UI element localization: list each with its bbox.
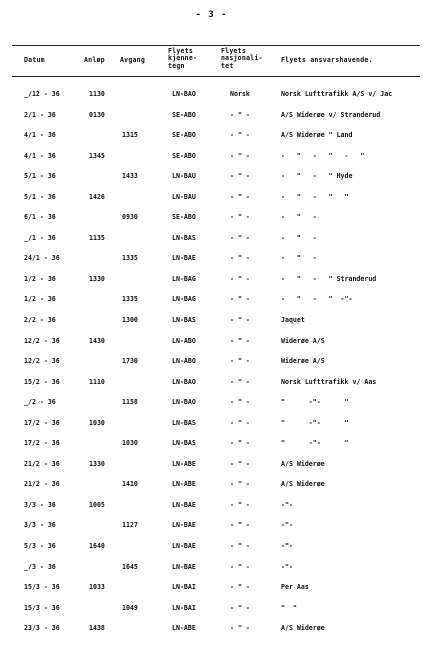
row-responsible-party: " -"- " — [281, 398, 349, 407]
row-aircraft-registration: LN-BAE — [172, 500, 196, 509]
row-date: 17/2 - 36 — [24, 418, 60, 427]
row-date: 5/3 - 36 — [24, 542, 56, 551]
row-nationality: - " - — [230, 274, 250, 283]
row-arrival-time: 1426 — [89, 192, 105, 201]
row-nationality: - " - — [230, 398, 250, 407]
row-aircraft-registration: LN-BAU — [172, 172, 196, 181]
header-datum: Datum — [24, 56, 45, 64]
row-aircraft-registration: LN-ABO — [172, 336, 196, 345]
row-date: 5/1 - 36 — [24, 172, 56, 181]
table-row — [0, 111, 423, 132]
row-nationality: - " - — [230, 295, 250, 304]
row-date: 15/3 - 36 — [24, 603, 60, 612]
row-departure-time: 1410 — [122, 480, 138, 489]
row-departure-time: 1300 — [122, 316, 138, 325]
row-date: 4/1 - 36 — [24, 151, 56, 160]
row-departure-time: 1030 — [122, 439, 138, 448]
row-aircraft-registration: LN-BAE — [172, 254, 196, 263]
table-row — [0, 521, 423, 542]
table-row — [0, 542, 423, 563]
row-responsible-party: -"- — [281, 562, 293, 571]
table-row — [0, 193, 423, 214]
table-row — [0, 295, 423, 316]
row-nationality: - " - — [230, 316, 250, 325]
row-date: 1/2 - 36 — [24, 295, 56, 304]
row-arrival-time: 1030 — [89, 418, 105, 427]
row-nationality: - " - — [230, 131, 250, 140]
row-aircraft-registration: LN-BAO — [172, 398, 196, 407]
row-responsible-party: A/S Widerøe " Land — [281, 131, 353, 140]
row-responsible-party: - " - " -"- — [281, 295, 353, 304]
table-row — [0, 604, 423, 625]
row-date: 3/3 - 36 — [24, 521, 56, 530]
row-date: 12/2 - 36 — [24, 357, 60, 366]
row-arrival-time: 1005 — [89, 500, 105, 509]
row-aircraft-registration: LN-ABE — [172, 459, 196, 468]
row-nationality: - " - — [230, 459, 250, 468]
row-aircraft-registration: LN-BAE — [172, 562, 196, 571]
row-responsible-party: Widerøe A/S — [281, 336, 325, 345]
row-date: 23/3 - 36 — [24, 624, 60, 633]
row-responsible-party: -"- — [281, 521, 293, 530]
row-aircraft-registration: SE-ABO — [172, 110, 196, 119]
row-aircraft-registration: LN-BAI — [172, 603, 196, 612]
row-aircraft-registration: LN-BAS — [172, 316, 196, 325]
row-date: 24/1 - 36 — [24, 254, 60, 263]
row-nationality: - " - — [230, 439, 250, 448]
row-aircraft-registration: LN-BAS — [172, 418, 196, 427]
row-nationality: - " - — [230, 500, 250, 509]
row-nationality: - " - — [230, 521, 250, 530]
row-responsible-party: -"- — [281, 500, 293, 509]
page-number: - 3 - — [195, 10, 228, 20]
row-date: 15/3 - 36 — [24, 583, 60, 592]
row-responsible-party: - " - " Stranderud — [281, 274, 377, 283]
row-arrival-time: 1345 — [89, 151, 105, 160]
table-row — [0, 624, 423, 645]
table-row — [0, 583, 423, 604]
row-nationality: - " - — [230, 542, 250, 551]
table-row — [0, 563, 423, 584]
row-date: 21/2 - 36 — [24, 480, 60, 489]
row-date: _/2 - 36 — [24, 398, 56, 407]
table-row — [0, 460, 423, 481]
row-date: 5/1 - 36 — [24, 192, 56, 201]
table-row — [0, 275, 423, 296]
row-arrival-time: 1135 — [89, 233, 105, 242]
row-arrival-time: 1330 — [89, 274, 105, 283]
row-aircraft-registration: LN-ABO — [172, 357, 196, 366]
header-bottom-rule — [12, 76, 420, 77]
table-row — [0, 378, 423, 399]
row-departure-time: 1730 — [122, 357, 138, 366]
row-aircraft-registration: LN-BAG — [172, 295, 196, 304]
table-row — [0, 213, 423, 234]
row-departure-time: 1335 — [122, 254, 138, 263]
row-departure-time: 1315 — [122, 131, 138, 140]
row-responsible-party: - " - " Hyde — [281, 172, 353, 181]
row-departure-time: 1645 — [122, 562, 138, 571]
row-departure-time: 1433 — [122, 172, 138, 181]
table-row — [0, 316, 423, 337]
row-responsible-party: " -"- " — [281, 418, 349, 427]
header-kjennetegn: Flyets kjenne- tegn — [168, 47, 198, 70]
row-nationality: - " - — [230, 418, 250, 427]
row-date: 17/2 - 36 — [24, 439, 60, 448]
table-row — [0, 419, 423, 440]
row-responsible-party: - " - " " — [281, 192, 349, 201]
row-aircraft-registration: LN-BAS — [172, 439, 196, 448]
header-avgang: Avgang — [120, 56, 146, 64]
row-aircraft-registration: LN-BAG — [172, 274, 196, 283]
table-row — [0, 152, 423, 173]
row-arrival-time: 1330 — [89, 459, 105, 468]
row-responsible-party: Per Aas — [281, 583, 309, 592]
row-nationality: - " - — [230, 583, 250, 592]
row-date: 3/3 - 36 — [24, 500, 56, 509]
row-nationality: - " - — [230, 233, 250, 242]
row-arrival-time: 1438 — [89, 624, 105, 633]
row-date: 1/2 - 36 — [24, 274, 56, 283]
header-top-rule — [12, 45, 420, 46]
table-row — [0, 439, 423, 460]
row-aircraft-registration: SE-ABO — [172, 213, 196, 222]
row-arrival-time: 1130 — [89, 90, 105, 98]
header-nasjonalitet: Flyets nasjonali- tet — [221, 47, 263, 70]
row-aircraft-registration: LN-ABE — [172, 624, 196, 633]
table-row — [0, 501, 423, 522]
row-responsible-party: " " — [281, 603, 297, 612]
table-row — [0, 234, 423, 255]
row-responsible-party: A/S Widerøe — [281, 624, 325, 633]
row-responsible-party: - " - " - " — [281, 151, 365, 160]
row-responsible-party: - " - — [281, 233, 317, 242]
row-aircraft-registration: LN-BAO — [172, 90, 196, 98]
row-departure-time: 1158 — [122, 398, 138, 407]
row-date: _/12 - 36 — [24, 90, 60, 98]
row-nationality: - " - — [230, 254, 250, 263]
header-anlop: Anløp — [84, 56, 105, 64]
row-aircraft-registration: LN-BAS — [172, 233, 196, 242]
row-arrival-time: 1430 — [89, 336, 105, 345]
row-responsible-party: - " - — [281, 254, 317, 263]
table-row — [0, 90, 423, 111]
row-responsible-party: -"- — [281, 542, 293, 551]
row-date: 2/2 - 36 — [24, 316, 56, 325]
row-nationality: Norsk — [230, 90, 250, 98]
row-aircraft-registration: LN-BAU — [172, 192, 196, 201]
row-date: 12/2 - 36 — [24, 336, 60, 345]
row-responsible-party: Jaquet — [281, 316, 305, 325]
row-departure-time: 1335 — [122, 295, 138, 304]
row-nationality: - " - — [230, 377, 250, 386]
row-nationality: - " - — [230, 480, 250, 489]
row-departure-time: 1127 — [122, 521, 138, 530]
row-date: 6/1 - 36 — [24, 213, 56, 222]
table-row — [0, 398, 423, 419]
row-date: 21/2 - 36 — [24, 459, 60, 468]
row-nationality: - " - — [230, 624, 250, 633]
row-responsible-party: Widerøe A/S — [281, 357, 325, 366]
row-nationality: - " - — [230, 562, 250, 571]
row-departure-time: 0930 — [122, 213, 138, 222]
row-responsible-party: Norsk Lufttrafikk v/ Aas — [281, 377, 377, 386]
row-arrival-time: 0130 — [89, 110, 105, 119]
table-row — [0, 337, 423, 358]
row-responsible-party: - " - — [281, 213, 317, 222]
row-responsible-party: Norsk Lufttrafikk A/S v/ Jac — [281, 90, 393, 98]
row-nationality: - " - — [230, 110, 250, 119]
row-date: 4/1 - 36 — [24, 131, 56, 140]
row-aircraft-registration: SE-ABO — [172, 131, 196, 140]
row-aircraft-registration: LN-BAE — [172, 521, 196, 530]
row-date: 2/1 - 36 — [24, 110, 56, 119]
row-date: _/3 - 36 — [24, 562, 56, 571]
row-aircraft-registration: LN-BAI — [172, 583, 196, 592]
row-aircraft-registration: LN-BAE — [172, 542, 196, 551]
row-nationality: - " - — [230, 336, 250, 345]
row-aircraft-registration: LN-BAO — [172, 377, 196, 386]
row-responsible-party: " -"- " — [281, 439, 349, 448]
row-date: 15/2 - 36 — [24, 377, 60, 386]
row-nationality: - " - — [230, 603, 250, 612]
row-aircraft-registration: LN-ABE — [172, 480, 196, 489]
table-row — [0, 131, 423, 152]
row-nationality: - " - — [230, 151, 250, 160]
row-date: _/1 - 36 — [24, 233, 56, 242]
row-departure-time: 1049 — [122, 603, 138, 612]
header-ansvarshavende: Flyets ansvarshavende. — [281, 56, 373, 64]
row-nationality: - " - — [230, 172, 250, 181]
row-arrival-time: 1640 — [89, 542, 105, 551]
row-arrival-time: 1033 — [89, 583, 105, 592]
row-responsible-party: A/S Widerøe — [281, 459, 325, 468]
flight-log-rows — [0, 90, 423, 645]
row-nationality: - " - — [230, 357, 250, 366]
table-row — [0, 254, 423, 275]
row-nationality: - " - — [230, 213, 250, 222]
table-row — [0, 172, 423, 193]
row-arrival-time: 1110 — [89, 377, 105, 386]
row-aircraft-registration: SE-ABO — [172, 151, 196, 160]
row-responsible-party: A/S Widerøe — [281, 480, 325, 489]
row-responsible-party: A/S Widerøe v/ Stranderud — [281, 110, 381, 119]
row-nationality: - " - — [230, 192, 250, 201]
table-row — [0, 480, 423, 501]
table-row — [0, 357, 423, 378]
